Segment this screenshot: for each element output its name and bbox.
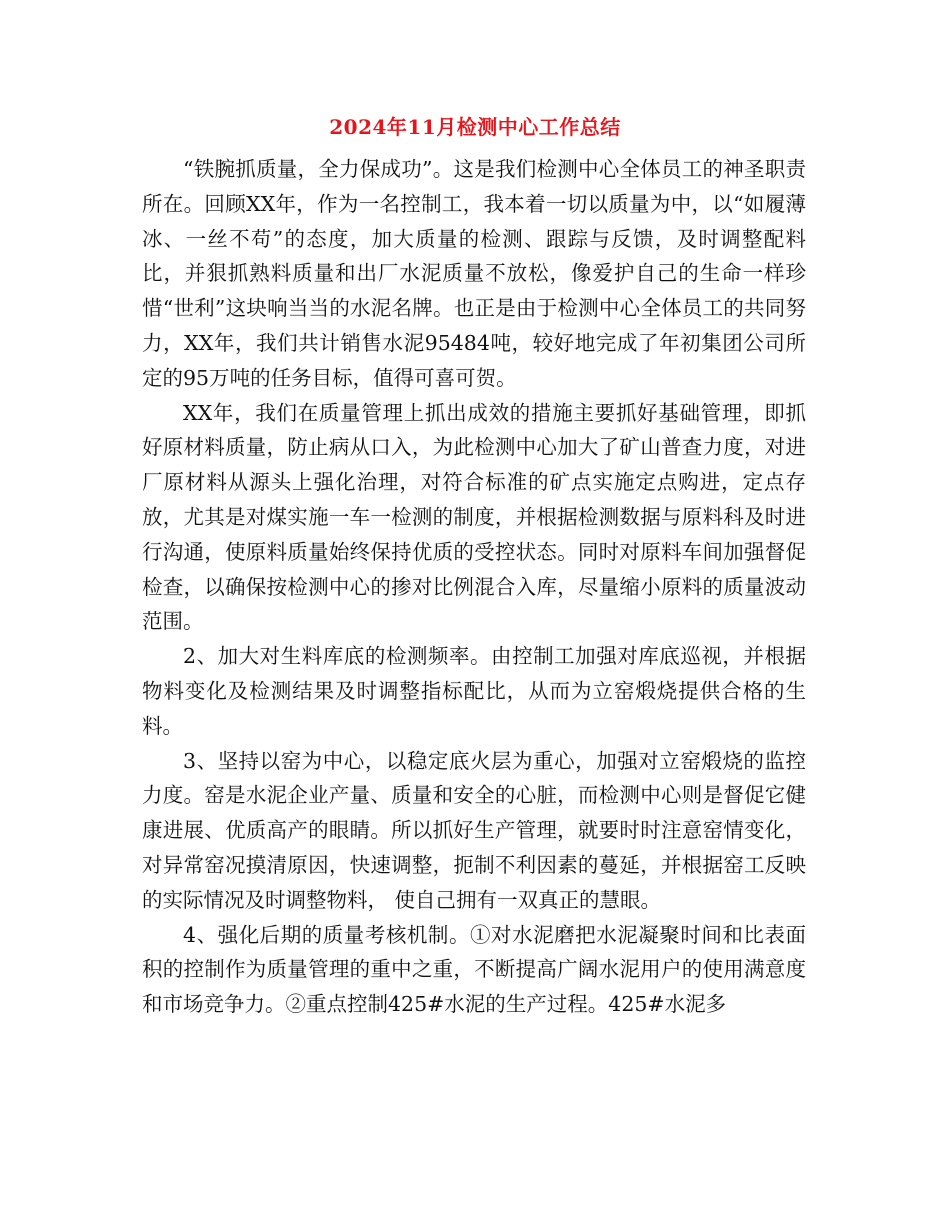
paragraph: 2、加大对生料库底的检测频率。由控制工加强对库底巡视，并根据物料变化及检测结果及时调整指标配比，从而为立窑煅烧提供合格的生料。 xyxy=(142,644,806,738)
document-title: 2024年11月检测中心工作总结 xyxy=(329,115,621,139)
paragraph: 3、坚持以窑为中心，以稳定底火层为重心，加强对立窑煅烧的监控力度。窑是水泥企业产量、质量和安全的心脏，而检测中心则是督促它健康进展、优质高产的眼睛。所以抓好生产管理，就要时时注意窑情变化，对异常窑况摸清原因，快速调整，扼制不利因素的蔓延，并根据窑工反映的实际情况及时调整物料， 使自己拥有一双真正的慧眼。 xyxy=(142,748,806,912)
paragraph: XX年，我们在质量管理上抓出成效的措施主要抓好基础管理，即抓好原材料质量，防止病从口入，为此检测中心加大了矿山普查力度，对进厂原材料从源头上强化治理，对符合标准的矿点实施定点购进，定点存放，尤其是对煤实施一车一检测的制度，并根据检测数据与原料科及时进行沟通，使原料质量始终保持优质的受控状态。同时对原料车间加强督促检查，以确保按检测中心的掺对比例混合入库，尽量缩小原料的质量波动范围。 xyxy=(142,400,806,634)
paragraph: 4、强化后期的质量考核机制。①对水泥磨把水泥凝聚时间和比表面积的控制作为质量管理的重中之重，不断提高广阔水泥用户的使用满意度和市场竞争力。②重点控制425#水泥的生产过程。425#水泥多 xyxy=(142,922,806,1017)
document-body xyxy=(142,152,806,1022)
paragraph: “铁腕抓质量，全力保成功”。这是我们检测中心全体员工的神圣职责所在。回顾XX年，作为一名控制工，我本着一切以质量为中，以“如履薄冰、一丝不苟”的态度，加大质量的检测、跟踪与反馈，及时调整配料比，并狠抓熟料质量和出厂水泥质量不放松，像爱护自己的生命一样珍惜“世利”这块响当当的水泥名牌。也正是由于检测中心全体员工的共同努力，XX年，我们共计销售水泥95484吨，较好地完成了年初集团公司所定的95万吨的任务目标，值得可喜可贺。 xyxy=(142,157,806,390)
